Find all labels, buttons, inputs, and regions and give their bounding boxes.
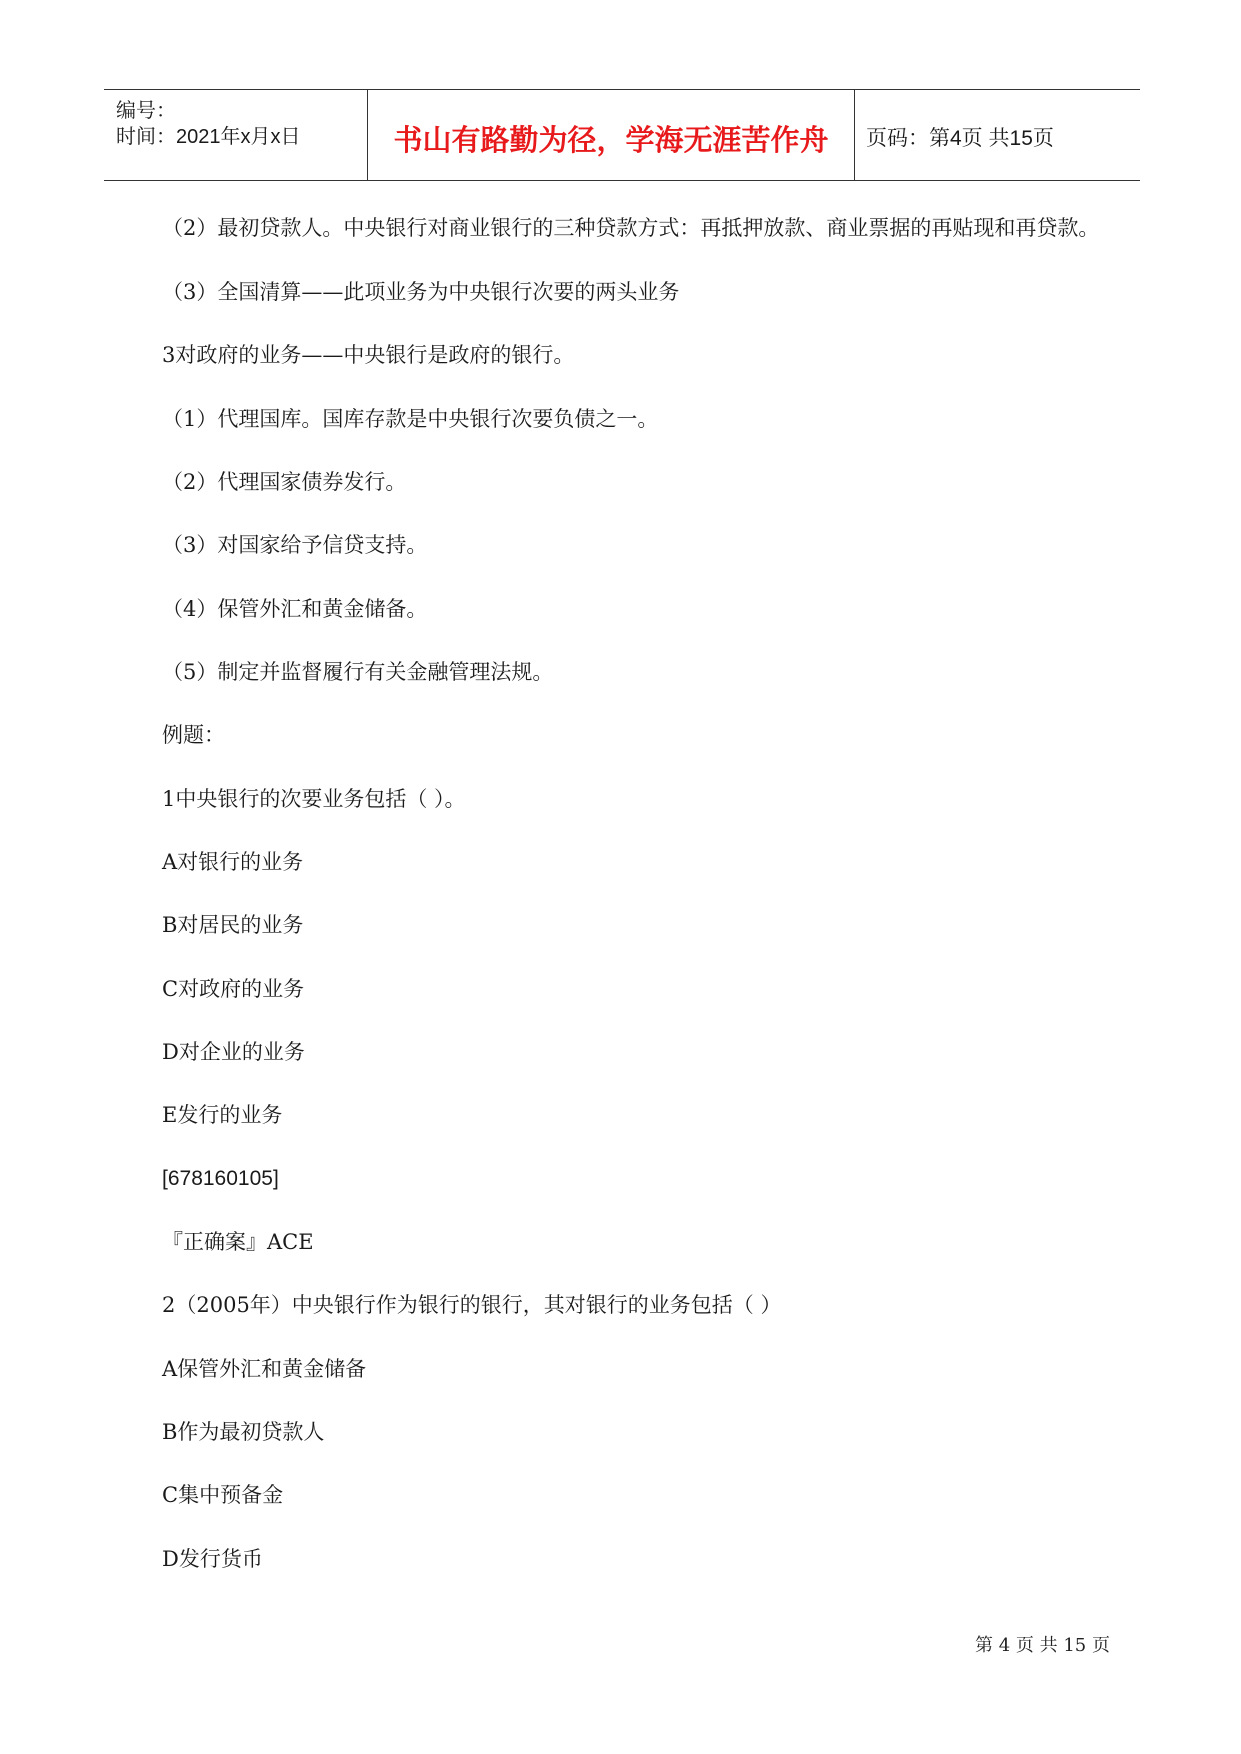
answer-option: C集中预备金 — [162, 1483, 284, 1507]
question-id: [678160105] — [162, 1167, 279, 1190]
answer-option: A保管外汇和黄金储备 — [162, 1357, 367, 1381]
answer-option: D发行货币 — [162, 1547, 263, 1571]
paragraph: （4）保管外汇和黄金储备。 — [162, 597, 428, 621]
paragraph: （2）代理国家债券发行。 — [162, 470, 407, 494]
answer-option: D对企业的业务 — [162, 1040, 305, 1064]
question-stem: 1中央银行的次要业务包括（ ）。 — [162, 787, 466, 811]
header-meta-cell — [104, 90, 368, 180]
document-number-label: 编号： — [116, 100, 176, 122]
answer-option: C对政府的业务 — [162, 977, 305, 1001]
paragraph: （1）代理国库。国库存款是中央银行次要负债之一。 — [162, 407, 659, 431]
answer-option: B对居民的业务 — [162, 913, 304, 937]
header-page-info: 页码：第4页 共15页 — [866, 127, 1054, 150]
header-page-cell — [855, 90, 1140, 180]
answer-option: E发行的业务 — [162, 1103, 283, 1127]
paragraph: （2）最初贷款人。中央银行对商业银行的三种贷款方式：再抵押放款、商业票据的再贴现和再贷款。 — [162, 216, 1100, 240]
paragraph: （3）全国清算——此项业务为中央银行次要的两头业务 — [162, 280, 680, 304]
document-time-label: 时间：2021年x月x日 — [116, 126, 301, 148]
answer-option: B作为最初贷款人 — [162, 1420, 325, 1444]
page-header — [104, 89, 1140, 181]
paragraph: 例题： — [162, 723, 225, 747]
header-slogan: 书山有路勤为径，学海无涯苦作舟 — [393, 123, 829, 157]
question-stem: 2（2005年）中央银行作为银行的银行，其对银行的业务包括（ ） — [162, 1293, 782, 1317]
header-slogan-cell — [368, 90, 855, 180]
paragraph: （3）对国家给予信贷支持。 — [162, 533, 428, 557]
answer-option: A对银行的业务 — [162, 850, 304, 874]
correct-answer: 『正确案』ACE — [162, 1230, 314, 1254]
page-footer: 第 4 页 共 15 页 — [975, 1635, 1110, 1656]
paragraph: 3对政府的业务——中央银行是政府的银行。 — [162, 343, 575, 367]
paragraph: （5）制定并监督履行有关金融管理法规。 — [162, 660, 554, 684]
